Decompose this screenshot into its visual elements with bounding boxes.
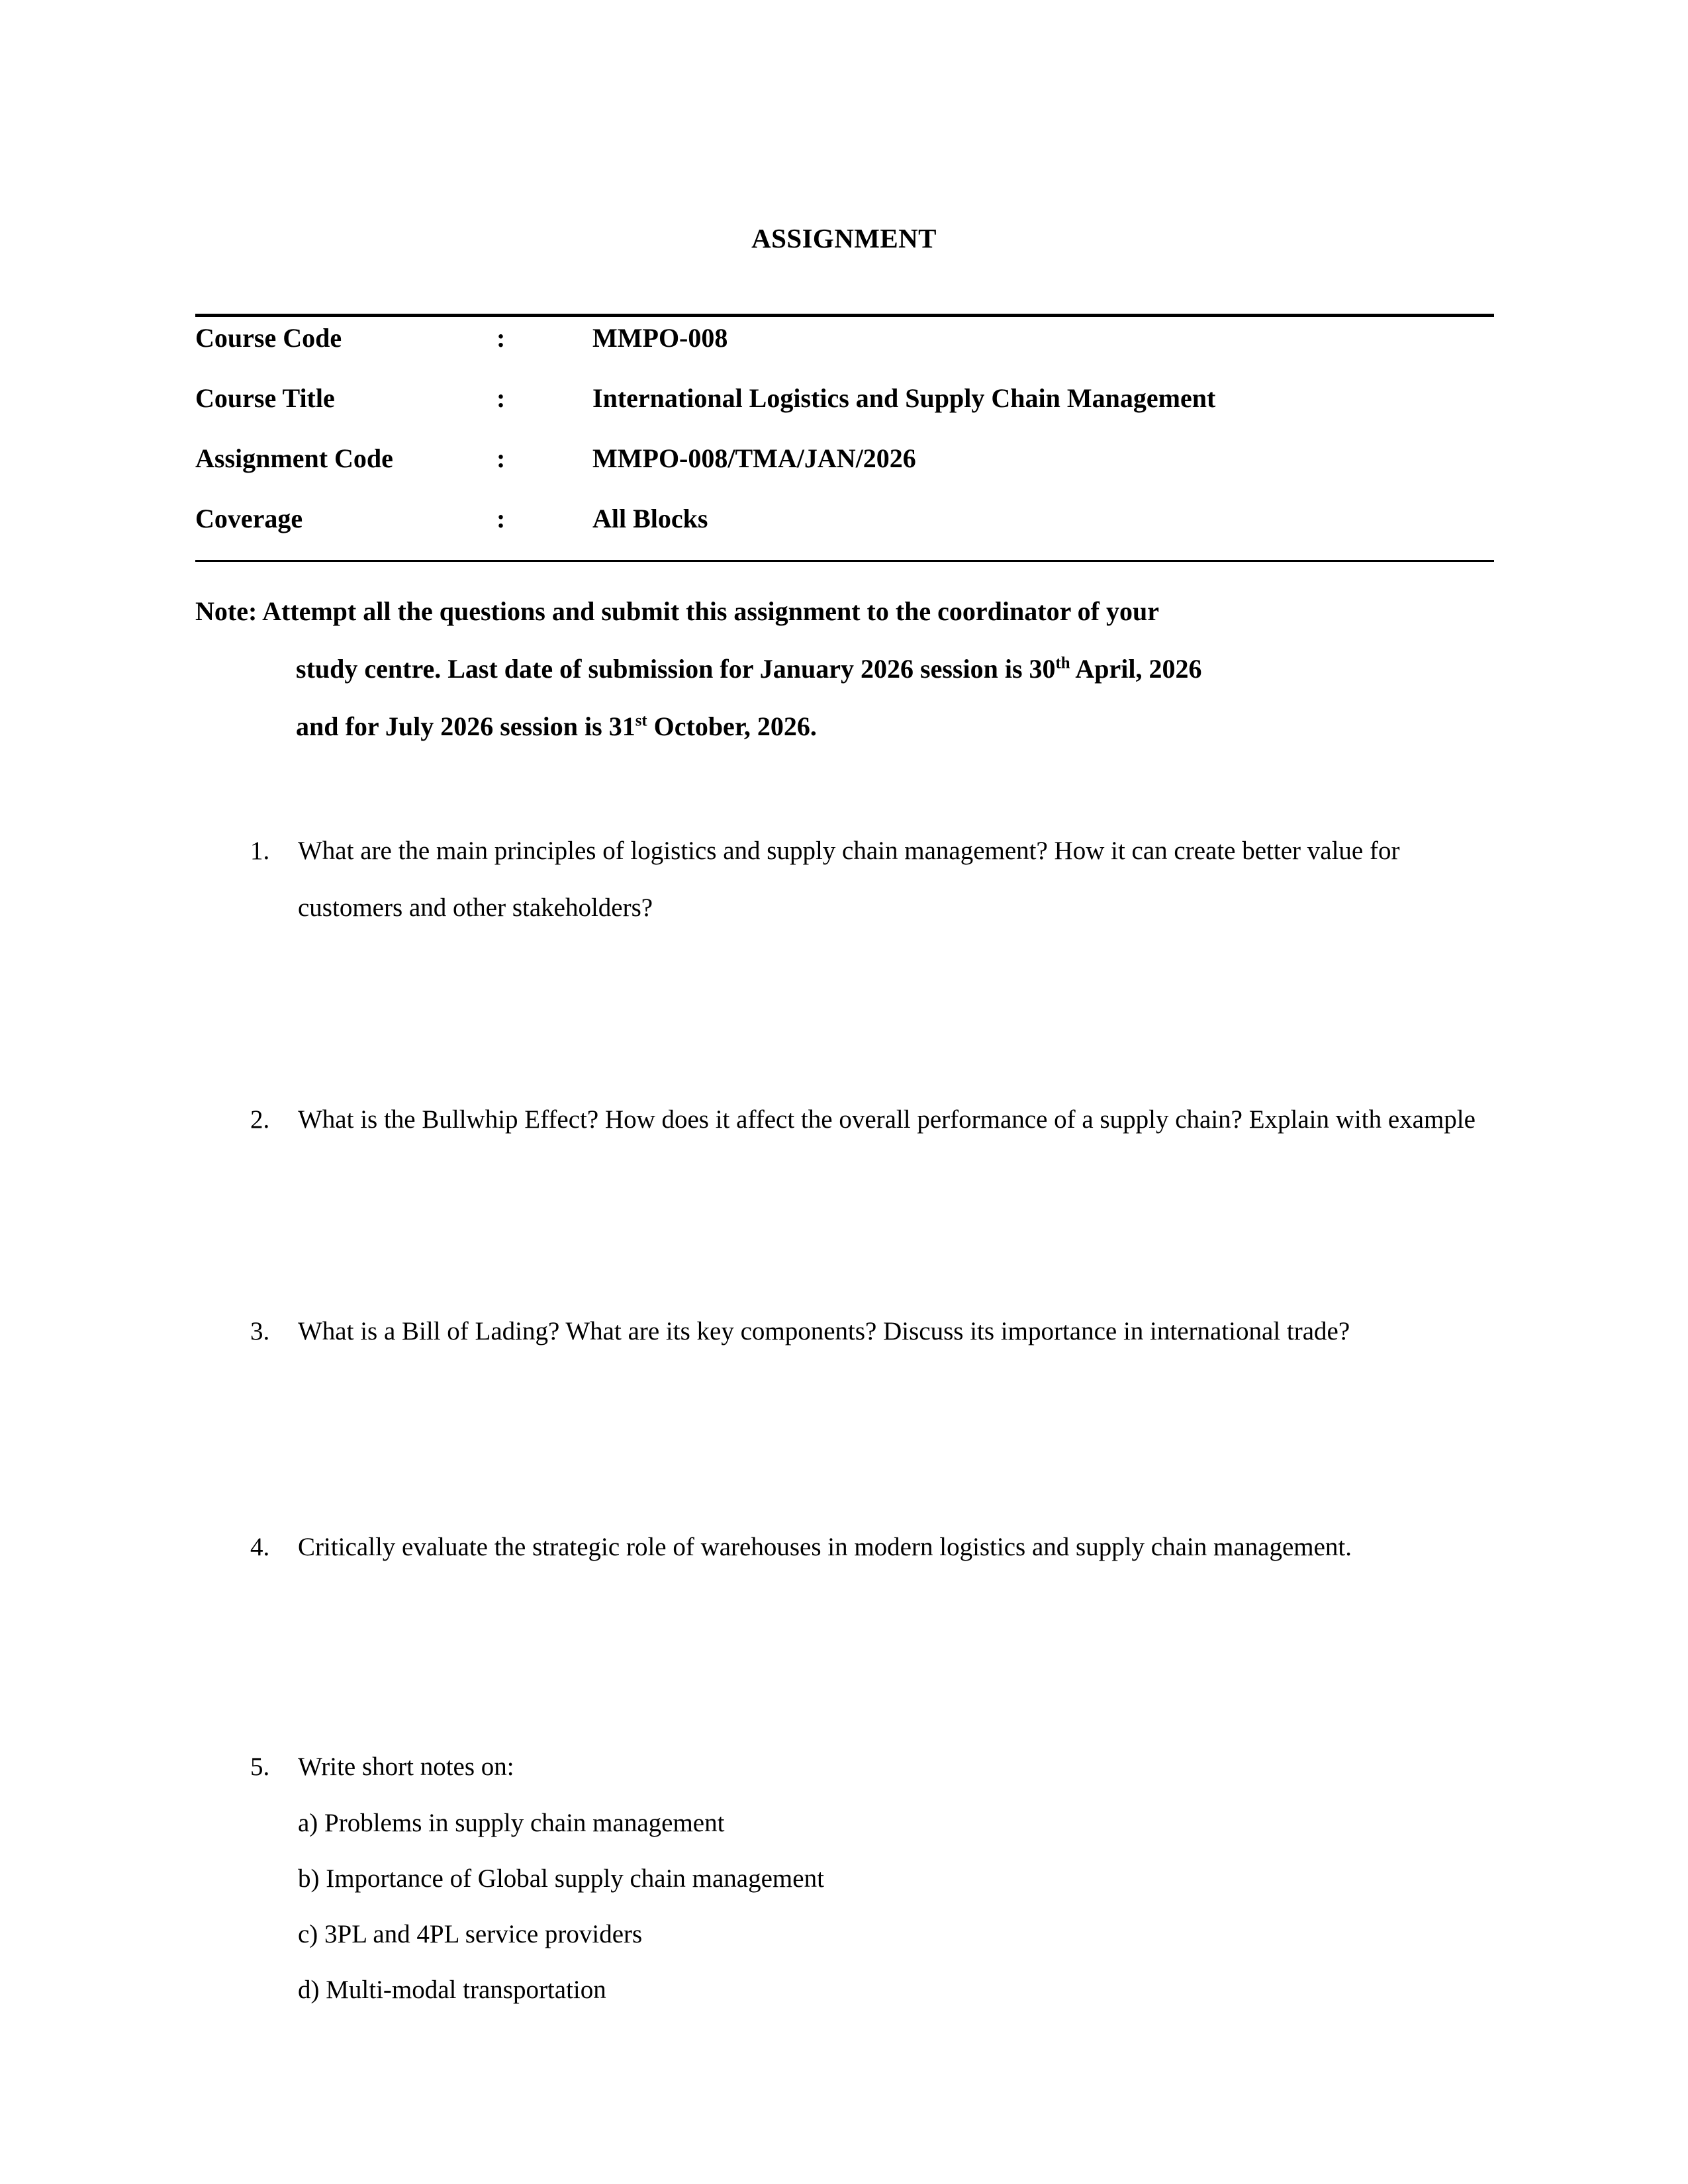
question-3 [250,1303,1495,1360]
note-line-3-tail: October, 2026. [647,711,817,741]
question-5-subitem-c: c) 3PL and 4PL service providers [298,1920,643,1948]
meta-colon-1: : [496,383,506,413]
question-3-number: 3. [250,1317,270,1345]
table-row [195,445,1494,506]
question-5-text: Write short notes on: [298,1752,514,1781]
note-line-3-text: and for July 2026 session is 31 [296,711,635,741]
question-5 [250,1739,1495,2018]
question-4-text: Critically evaluate the strategic role of warehouses in modern logistics and supply chain management. [298,1533,1352,1561]
note-line-1: Note: Attempt all the questions and submit this assignment to the coordinator of your [195,596,1159,626]
note-line-2-tail: April, 2026 [1070,654,1202,684]
question-5-subitem-b: b) Importance of Global supply chain management [298,1864,824,1893]
meta-value-coverage: All Blocks [592,504,708,533]
question-4 [250,1519,1495,1576]
table-row [195,385,1494,445]
question-5-number: 5. [250,1752,270,1781]
course-meta-table [195,317,1494,560]
meta-colon-0: : [496,323,506,353]
table-row [195,506,1494,560]
note-line-2-text: study centre. Last date of submission for January 2026 session is 30 [296,654,1056,684]
note-line-2 [195,640,1493,698]
meta-value-assignment-code: MMPO-008/TMA/JAN/2026 [592,443,916,473]
note-ordinal-th: th [1055,654,1070,672]
meta-label-coverage: Coverage [195,504,303,533]
submission-note [195,582,1493,755]
note-ordinal-st: st [635,711,647,730]
table-row [195,317,1494,385]
page-title: ASSIGNMENT [751,223,937,253]
spacer-after-question-1 [250,936,1495,1091]
meta-colon-3: : [496,504,506,533]
meta-value-course-title: International Logistics and Supply Chain Management [592,383,1216,413]
question-1-text: What are the main principles of logistics and supply chain management? How it can create better value for customers and other stakeholders? [298,837,1400,922]
meta-label-course-title: Course Title [195,383,335,413]
question-1-number: 1. [250,837,270,865]
spacer-after-question-4 [250,1576,1495,1739]
question-2 [250,1091,1495,1148]
spacer-after-question-3 [250,1360,1495,1519]
question-5-subitems [298,1796,1495,2018]
question-2-text: What is the Bullwhip Effect? How does it affect the overall performance of a supply chain? Explain with example [298,1105,1476,1134]
meta-colon-2: : [496,443,506,473]
question-4-number: 4. [250,1533,270,1561]
question-2-number: 2. [250,1105,270,1134]
question-5-subitem-a: a) Problems in supply chain management [298,1809,725,1837]
meta-value-course-code: MMPO-008 [592,323,728,353]
spacer-after-question-2 [250,1148,1495,1303]
note-line-3 [195,698,1493,755]
meta-label-assignment-code: Assignment Code [195,443,393,473]
questions-list [250,823,1495,2018]
meta-label-course-code: Course Code [195,323,342,353]
question-5-subitem-d: d) Multi-modal transportation [298,1976,606,2004]
question-1 [250,823,1495,936]
course-meta-block [195,314,1494,562]
question-3-text: What is a Bill of Lading? What are its key components? Discuss its importance in international trade? [298,1317,1350,1345]
